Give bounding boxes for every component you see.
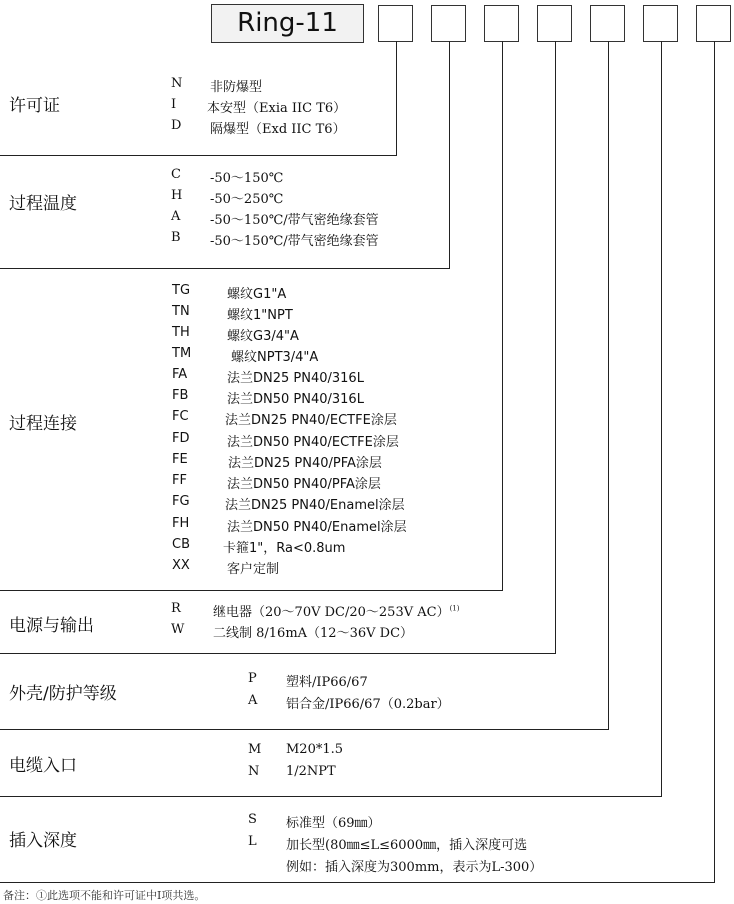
section-title-power: 电源与输出 bbox=[9, 616, 94, 636]
model-name-box: Ring-11 bbox=[211, 4, 364, 43]
conn-desc: 法兰DN50 PN40/316L bbox=[227, 392, 364, 407]
footnote-marker: (1) bbox=[449, 604, 460, 613]
housing-desc: 塑料/IP66/67 bbox=[286, 675, 368, 690]
conn-code: FE bbox=[172, 452, 188, 467]
conn-desc: 法兰DN25 PN40/Enamel涂层 bbox=[225, 498, 405, 513]
power-desc: 二线制 8/16mA（12～36V DC） bbox=[213, 626, 414, 641]
connector-depth-vertical bbox=[714, 41, 715, 882]
section-title-temp: 过程温度 bbox=[9, 194, 77, 214]
cert-code: N bbox=[171, 76, 183, 91]
divider-cable bbox=[0, 796, 662, 797]
footnote: 备注：①此选项不能和许可证中I项共选。 bbox=[3, 889, 206, 902]
cert-desc: 隔爆型（Exd IIC T6） bbox=[210, 122, 346, 137]
housing-code: A bbox=[248, 693, 258, 708]
temp-code: H bbox=[171, 188, 183, 203]
divider-power bbox=[0, 653, 556, 654]
conn-desc: 卡箍1"，Ra<0.8um bbox=[223, 541, 346, 556]
option-slot-power[interactable] bbox=[537, 5, 572, 42]
cert-code: D bbox=[171, 118, 182, 133]
connector-housing-vertical bbox=[608, 41, 609, 729]
housing-desc: 铝合金/IP66/67（0.2bar） bbox=[286, 697, 450, 712]
power-desc bbox=[213, 601, 460, 620]
divider-temp bbox=[0, 268, 450, 269]
connector-cert-vertical bbox=[396, 41, 397, 155]
conn-desc: 法兰DN25 PN40/ECTFE涂层 bbox=[225, 413, 397, 428]
conn-desc: 法兰DN50 PN40/PFA涂层 bbox=[227, 477, 381, 492]
divider-depth bbox=[0, 882, 715, 883]
option-slot-conn[interactable] bbox=[484, 5, 519, 42]
conn-desc: 螺纹G3/4"A bbox=[227, 329, 299, 344]
conn-desc: 法兰DN25 PN40/316L bbox=[227, 371, 364, 386]
depth-desc: 标准型（69㎜） bbox=[286, 816, 381, 831]
housing-code: P bbox=[248, 671, 257, 686]
power-code: R bbox=[171, 601, 181, 616]
conn-code: TH bbox=[172, 325, 190, 340]
depth-desc: 加长型(80㎜≤L≤6000㎜，插入深度可选 bbox=[286, 838, 528, 853]
temp-desc: -50～150℃/带气密绝缘套管 bbox=[210, 213, 379, 228]
conn-desc: 法兰DN50 PN40/Enamel涂层 bbox=[227, 520, 407, 535]
option-slot-cable[interactable] bbox=[643, 5, 678, 42]
temp-desc: -50～150℃ bbox=[210, 171, 284, 186]
cert-code: I bbox=[171, 97, 177, 112]
conn-code: XX bbox=[172, 558, 190, 573]
option-slot-depth[interactable] bbox=[696, 5, 731, 42]
conn-code: CB bbox=[172, 537, 190, 552]
option-slot-cert[interactable] bbox=[378, 5, 413, 42]
temp-code: B bbox=[171, 230, 181, 245]
cert-desc: 本安型（Exia IIC T6） bbox=[207, 101, 347, 116]
conn-desc: 螺纹1"NPT bbox=[227, 308, 293, 323]
conn-desc: 客户定制 bbox=[227, 562, 280, 577]
connector-temp-vertical bbox=[449, 41, 450, 268]
conn-code: FB bbox=[172, 388, 189, 403]
section-title-cable: 电缆入口 bbox=[9, 756, 77, 776]
cable-code: N bbox=[248, 764, 260, 779]
conn-code: FA bbox=[172, 367, 188, 382]
depth-desc-example: 例如：插入深度为300mm，表示为L-300） bbox=[286, 860, 543, 875]
section-title-cert: 许可证 bbox=[9, 96, 60, 116]
conn-code: FC bbox=[172, 409, 189, 424]
section-title-depth: 插入深度 bbox=[9, 831, 77, 851]
temp-code: A bbox=[171, 209, 181, 224]
divider-housing bbox=[0, 729, 609, 730]
section-title-conn: 过程连接 bbox=[9, 414, 77, 434]
option-slot-housing[interactable] bbox=[590, 5, 625, 42]
connector-conn-vertical bbox=[502, 41, 503, 590]
conn-code: FF bbox=[172, 473, 187, 488]
conn-code: FG bbox=[172, 494, 190, 509]
conn-desc: 法兰DN50 PN40/ECTFE涂层 bbox=[227, 435, 399, 450]
temp-code: C bbox=[171, 167, 181, 182]
option-slot-temp[interactable] bbox=[431, 5, 466, 42]
conn-code: FH bbox=[172, 516, 190, 531]
connector-power-vertical bbox=[555, 41, 556, 653]
depth-code: S bbox=[248, 812, 257, 827]
cert-desc: 非防爆型 bbox=[210, 80, 263, 95]
cable-desc: 1/2NPT bbox=[286, 764, 336, 779]
divider-conn bbox=[0, 590, 503, 591]
cable-code: M bbox=[248, 742, 262, 757]
connector-cable-vertical bbox=[661, 41, 662, 796]
cable-desc: M20*1.5 bbox=[286, 742, 344, 757]
conn-code: FD bbox=[172, 431, 190, 446]
depth-code: L bbox=[248, 834, 257, 849]
conn-code: TM bbox=[172, 346, 192, 361]
temp-desc: -50～150℃/带气密绝缘套管 bbox=[210, 234, 379, 249]
conn-desc: 螺纹G1"A bbox=[227, 287, 287, 302]
section-title-housing: 外壳/防护等级 bbox=[9, 684, 117, 704]
power-code: W bbox=[171, 622, 185, 637]
power-desc-text: 继电器（20～70V DC/20～253V AC） bbox=[213, 605, 450, 620]
conn-desc: 螺纹NPT3/4"A bbox=[231, 350, 319, 365]
conn-code: TG bbox=[172, 283, 191, 298]
conn-code: TN bbox=[172, 304, 190, 319]
divider-cert bbox=[0, 155, 397, 156]
conn-desc: 法兰DN25 PN40/PFA涂层 bbox=[228, 456, 382, 471]
temp-desc: -50～250℃ bbox=[210, 192, 284, 207]
